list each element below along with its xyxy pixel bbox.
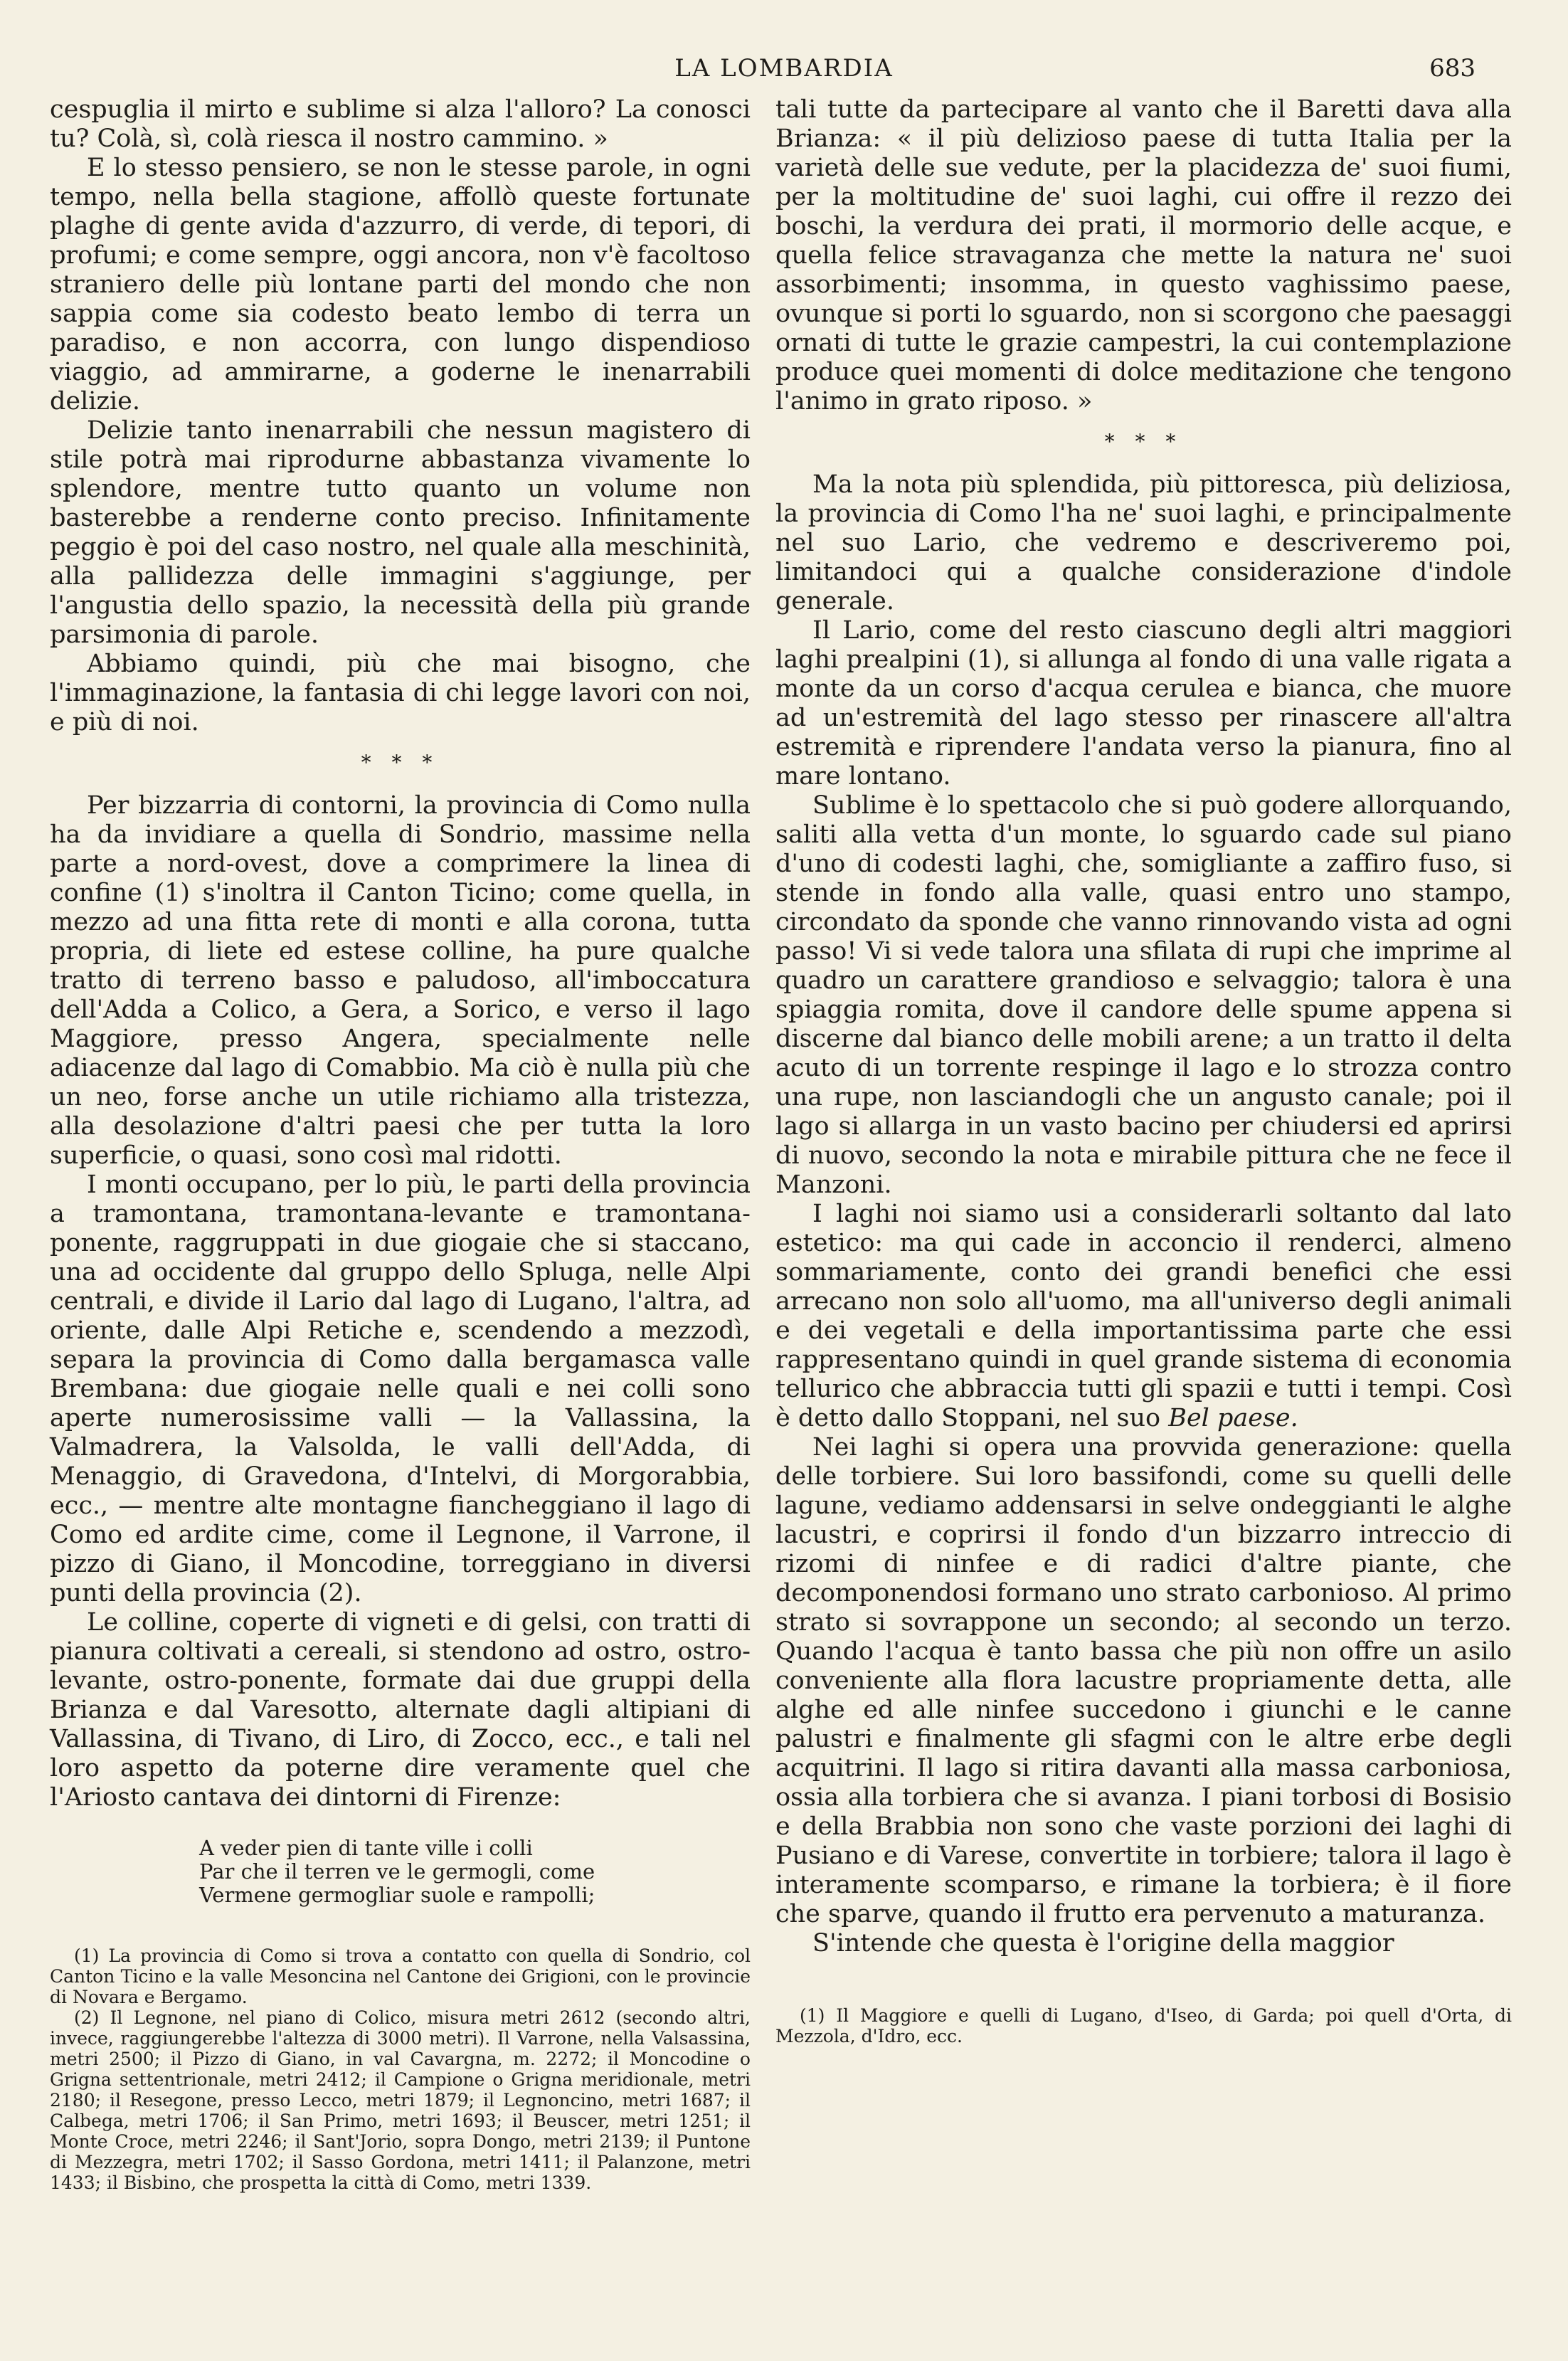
paragraph: Sublime è lo spettacolo che si può godere allorquando, saliti alla vetta d'un monte, lo sguardo cade sul piano d'uno di codesti laghi, che, somigliante a zaffiro fuso, si stende in fondo alla valle, quasi entro uno stampo, circondato da sponde che vanno rinnovando vista ad ogni passo! Vi si vede talora una sfilata di rupi che imprime al quadro un carattere grandioso e selvaggio; talora è una spiaggia romita, dove il candore delle spume appena si discerne dal bianco delle mobili arene; a un tratto il delta acuto di un torrente respinge il lago e lo strozza contro una rupe, non lasciandogli che un angusto canale; poi il lago si allarga in un vasto bacino per chiudersi ed aprirsi di nuovo, secondo la nota e mirabile pittura che ne fece il Manzoni.: [775, 791, 1512, 1199]
paragraph: Nei laghi si opera una provvida generazione: quella delle torbiere. Sui loro bassifondi, come su quelli delle lagune, vediamo addensarsi in selve ondeggianti le alghe lacustri, e coprirsi il fondo d'un bizzarro intreccio di rizomi di ninfee e di radici d'altre piante, che decomponendosi formano uno strato carbonioso. Al primo strato si sovrappone un secondo; al secondo un terzo. Quando l'acqua è tanto bassa che più non offre un asilo conveniente alla flora lacustre propriamente detta, alle alghe ed alle ninfee succedono i giunchi e le canne palustri e finalmente gli sfagmi con le altre erbe degli acquitrini. Il lago si ritira davanti alla massa carboniosa, ossia alla torbiera che si avanza. I piani torbosi di Bosisio e della Brabbia non sono che vaste porzioni dei laghi di Pusiano e di Varese, convertite in torbiere; talora il lago è interamente scomparso, e rimane la torbiera; è il fiore che sparve, quando il frutto era pervenuto a maturanza.: [775, 1433, 1512, 1928]
paragraph: [775, 1200, 1512, 1433]
paragraph: Le colline, coperte di vigneti e di gelsi, con tratti di pianura coltivati a cereali, si stendono ad ostro, ostro-levante, ostro-ponente, formate dai due gruppi della Brianza e dal Varesotto, alternate dagli altipiani di Vallassina, di Tivano, di Liro, di Zocco, ecc., e tali nel loro aspetto da poterne dire veramente quel che l'Ariosto cantava dei dintorni di Firenze:: [50, 1608, 751, 1812]
paragraph: Delizie tanto inenarrabili che nessun magistero di stile potrà mai riprodurne abbastanza vivamente lo splendore, mentre tutto quanto un volume non basterebbe a renderne conto preciso. Infinitamente peggio è poi del caso nostro, nel quale alla meschinità, alla pallidezza delle immagini s'aggiunge, per l'angustia dello spazio, la necessità della più grande parsimonia di parole.: [50, 416, 751, 649]
paragraph: Abbiamo quindi, più che mai bisogno, che l'immaginazione, la fantasia di chi legge lavori con noi, e più di noi.: [50, 650, 751, 736]
right-column: [775, 95, 1512, 2046]
book-title: Bel paese.: [1168, 1404, 1298, 1432]
section-separator: * * *: [1104, 430, 1183, 453]
paragraph: S'intende che questa è l'origine della maggior: [812, 1929, 1394, 1958]
paragraph: Per bizzarria di contorni, la provincia di Como nulla ha da invidiare a quella di Sondrio, massime nella parte a nord-ovest, dove a comprimere la linea di confine (1) s'inoltra il Canton Ticino; come quella, in mezzo ad una fitta rete di monti e alla corona, tutta propria, di liete ed estese colline, ha pure qualche tratto di terreno basso e paludoso, all'imboccatura dell'Adda a Colico, a Gera, a Sorico, e verso il lago Maggiore, presso Angera, specialmente nelle adiacenze dal lago di Comabbio. Ma ciò è nulla più che un neo, forse anche un utile richiamo alla tristezza, alla desolazione d'altri paesi che per tutta la loro superficie, o quasi, sono così mal ridotti.: [50, 791, 751, 1170]
paragraph: Il Lario, come del resto ciascuno degli altri maggiori laghi prealpini (1), si allunga al fondo di una valle rigata a monte da un corso d'acqua cerulea e bianca, che muore ad un'estremità del lago stesso per rinascere all'altra estremità e riprendere l'andata verso la pianura, fino al mare lontano.: [775, 616, 1512, 791]
verse-line: A veder pien di tante ville i colli: [199, 1836, 533, 1860]
paragraph: Ma la nota più splendida, più pittoresca, più deliziosa, la provincia di Como l'ha ne' suoi laghi, e principalmente nel suo Lario, che vedremo e descriveremo poi, limitandoci qui a qualche considerazione d'indole generale.: [775, 470, 1512, 616]
footnotes: [775, 2005, 1512, 2046]
verse-line: Par che il terren ve le germogli, come: [199, 1859, 595, 1884]
running-title: LA LOMBARDIA: [674, 54, 894, 83]
page-header: [50, 54, 1518, 91]
left-column: [50, 95, 751, 2193]
footnote: (1) La provincia di Como si trova a contatto con quella di Sondrio, col Canton Ticino e la valle Mesoncina nel Cantone dei Grigioni, con le provincie di Novara e Bergamo.: [50, 1945, 751, 2007]
verse-line: Vermene germogliar suole e rampolli;: [199, 1883, 595, 1907]
footnote: (1) Il Maggiore e quelli di Lugano, d'Iseo, di Garda; poi quell d'Orta, di Mezzola, d'Idro, ecc.: [775, 2005, 1512, 2046]
paragraph: E lo stesso pensiero, se non le stesse parole, in ogni tempo, nella bella stagione, affollò queste fortunate plaghe di gente avida d'azzurro, di verde, di tepori, di profumi; e come sempre, oggi ancora, non v'è facoltoso straniero delle più lontane parti del mondo che non sappia come sia codesto beato lembo di terra un paradiso, e non accorra, con lungo dispendioso viaggio, ad ammirarne, a goderne le inenarrabili delizie.: [50, 154, 751, 416]
paragraph: I monti occupano, per lo più, le parti della provincia a tramontana, tramontana-levante e tramontana-ponente, raggruppati in due giogaie che si staccano, una ad occidente dal gruppo dello Spluga, nelle Alpi centrali, e divide il Lario dal lago di Lugano, l'altra, ad oriente, dalle Alpi Retiche e, scendendo a mezzodì, separa la provincia di Como dalla bergamasca valle Brembana: due giogaie nelle quali e nei colli sono aperte numerosissime valli — la Vallassina, la Valmadrera, la Valsolda, le valli dell'Adda, di Menaggio, di Gravedona, d'Intelvi, di Morgorabbia, ecc., — mentre alte montagne fiancheggiano il lago di Como ed ardite cime, come il Legnone, il Varrone, il pizzo di Giano, il Moncodine, torreggiano in diversi punti della provincia (2).: [50, 1171, 751, 1607]
section-separator: * * *: [361, 751, 440, 774]
verse-quote: [199, 1837, 751, 1907]
page-number: 683: [1429, 54, 1476, 83]
paragraph: cespuglia il mirto e sublime si alza l'alloro? La conosci tu? Colà, sì, colà riesca il nostro cammino. »: [50, 95, 751, 153]
paragraph: tali tutte da partecipare al vanto che il Baretti dava alla Brianza: « il più delizioso paese di tutta Italia per la varietà delle sue vedute, per la placidezza de' suoi fiumi, per la moltitudine de' suoi laghi, cui offre il rezzo dei boschi, la verdura dei prati, il mormorio delle acque, e quella felice stravaganza che mette la natura ne' suoi assorbimenti; insomma, in questo vaghissimo paese, ovunque si porti lo sguardo, non si scorgono che paesaggi ornati di tutte le grazie campestri, la cui contemplazione produce quei momenti di dolce meditazione che tengono l'animo in grato riposo. »: [775, 95, 1512, 416]
footnote: (2) Il Legnone, nel piano di Colico, misura metri 2612 (secondo altri, invece, raggiungerebbe l'altezza di 3000 metri). Il Varrone, nella Valsassina, metri 2500; il Pizzo di Giano, in val Cavargna, m. 2272; il Moncodine o Grigna settentrionale, metri 2412; il Campione o Grigna meridionale, metri 2180; il Resegone, presso Lecco, metri 1879; il Legnoncino, metri 1687; il Calbega, metri 1706; il San Primo, metri 1693; il Beuscer, metri 1251; il Monte Croce, metri 2246; il Sant'Jorio, sopra Dongo, metri 2139; il Puntone di Mezzegra, metri 1702; il Sasso Gordona, metri 1411; il Palanzone, metri 1433; il Bisbino, che prospetta la città di Como, metri 1339.: [50, 2007, 751, 2193]
footnotes: [50, 1945, 751, 2193]
paragraph-text: I laghi noi siamo usi a considerarli soltanto dal lato estetico: ma qui cade in acconcio il renderci, almeno sommariamente, conto dei grandi benefici che essi arrecano non solo all'uomo, ma all'universo degli animali e dei vegetali e della importantissima parte che essi rappresentano quindi in quel grande sistema di economia tellurico che abbraccia tutti gli spazii e tutti i tempi. Così è detto dallo Stoppani, nel suo: [775, 1200, 1512, 1432]
